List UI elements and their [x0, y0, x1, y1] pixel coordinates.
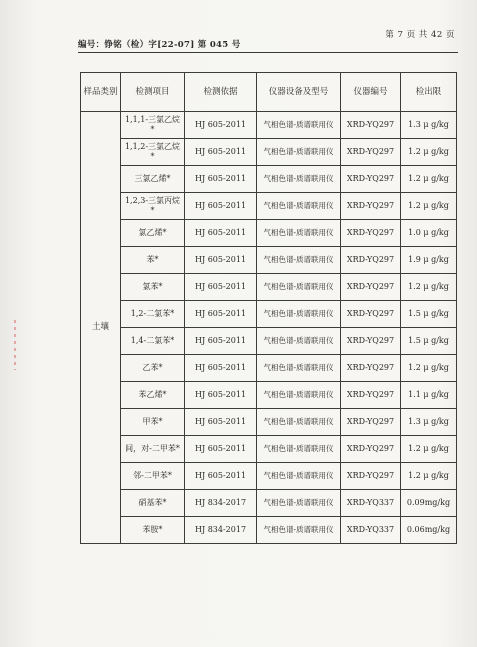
page-number: 第 7 页 共 42 页: [385, 30, 455, 40]
cell-basis: HJ 605-2011: [185, 193, 257, 220]
table-row: [81, 301, 457, 328]
cell-instrument: 气相色谱-质谱联用仪: [257, 382, 341, 409]
cell-instrument-id: XRD-YQ297: [341, 139, 401, 166]
table-row: [81, 193, 457, 220]
cell-limit: 1.2 μ g/kg: [401, 355, 457, 382]
table-row: [81, 490, 457, 517]
cell-instrument-id: XRD-YQ297: [341, 355, 401, 382]
cell-limit: 1.5 μ g/kg: [401, 301, 457, 328]
table-row: [81, 517, 457, 544]
cell-instrument: 气相色谱-质谱联用仪: [257, 517, 341, 544]
cell-limit: 1.2 μ g/kg: [401, 463, 457, 490]
cell-instrument: 气相色谱-质谱联用仪: [257, 436, 341, 463]
col-header-item: 检测项目: [121, 73, 185, 112]
cell-limit: 0.09mg/kg: [401, 490, 457, 517]
col-header-category: 样品类别: [81, 73, 121, 112]
table-row: [81, 409, 457, 436]
document-number: 编号：铮铭（检）字[22-07] 第 045 号: [78, 40, 241, 50]
table-row: [81, 274, 457, 301]
cell-limit: 1.0 μ g/kg: [401, 220, 457, 247]
cell-item: 苯胺*: [121, 517, 185, 544]
col-header-limit: 检出限: [401, 73, 457, 112]
cell-instrument-id: XRD-YQ337: [341, 490, 401, 517]
cell-basis: HJ 605-2011: [185, 382, 257, 409]
cell-item: 间，对-二甲苯*: [121, 436, 185, 463]
cell-basis: HJ 605-2011: [185, 301, 257, 328]
cell-instrument: 气相色谱-质谱联用仪: [257, 355, 341, 382]
sample-category-cell: 土壤: [81, 112, 121, 544]
cell-item: 氯苯*: [121, 274, 185, 301]
cell-limit: 1.2 μ g/kg: [401, 193, 457, 220]
cell-instrument-id: XRD-YQ297: [341, 112, 401, 139]
table-row: [81, 139, 457, 166]
cell-basis: HJ 834-2017: [185, 490, 257, 517]
table-row: [81, 382, 457, 409]
table-row: [81, 463, 457, 490]
cell-limit: 1.2 μ g/kg: [401, 166, 457, 193]
cell-instrument-id: XRD-YQ297: [341, 463, 401, 490]
cell-basis: HJ 605-2011: [185, 328, 257, 355]
cell-basis: HJ 605-2011: [185, 463, 257, 490]
cell-basis: HJ 605-2011: [185, 247, 257, 274]
cell-limit: 1.9 μ g/kg: [401, 247, 457, 274]
col-header-instrument: 仪器设备及型号: [257, 73, 341, 112]
cell-instrument: 气相色谱-质谱联用仪: [257, 247, 341, 274]
cell-item: 甲苯*: [121, 409, 185, 436]
cell-basis: HJ 605-2011: [185, 355, 257, 382]
cell-instrument: 气相色谱-质谱联用仪: [257, 328, 341, 355]
cell-basis: HJ 834-2017: [185, 517, 257, 544]
cell-item: 苯乙烯*: [121, 382, 185, 409]
table-body: [81, 112, 457, 544]
cell-basis: HJ 605-2011: [185, 274, 257, 301]
cell-item: 苯*: [121, 247, 185, 274]
cell-limit: 1.2 μ g/kg: [401, 274, 457, 301]
cell-limit: 1.2 μ g/kg: [401, 139, 457, 166]
cell-basis: HJ 605-2011: [185, 220, 257, 247]
cell-instrument: 气相色谱-质谱联用仪: [257, 193, 341, 220]
cell-basis: HJ 605-2011: [185, 166, 257, 193]
cell-limit: 1.3 μ g/kg: [401, 112, 457, 139]
table-row: [81, 247, 457, 274]
table-row: [81, 436, 457, 463]
cell-limit: 0.06mg/kg: [401, 517, 457, 544]
cell-basis: HJ 605-2011: [185, 139, 257, 166]
cell-item: 三氯乙烯*: [121, 166, 185, 193]
cell-limit: 1.1 μ g/kg: [401, 382, 457, 409]
cell-basis: HJ 605-2011: [185, 409, 257, 436]
cell-instrument: 气相色谱-质谱联用仪: [257, 409, 341, 436]
cell-item: 1,1,2-三氯乙烷*: [121, 139, 185, 166]
table-row: [81, 166, 457, 193]
cell-instrument: 气相色谱-质谱联用仪: [257, 220, 341, 247]
cell-limit: 1.3 μ g/kg: [401, 409, 457, 436]
cell-item: 1,2-二氯苯*: [121, 301, 185, 328]
col-header-basis: 检测依据: [185, 73, 257, 112]
detection-table: [80, 72, 457, 544]
cell-instrument: 气相色谱-质谱联用仪: [257, 112, 341, 139]
table-row: [81, 328, 457, 355]
cell-instrument: 气相色谱-质谱联用仪: [257, 463, 341, 490]
cell-basis: HJ 605-2011: [185, 112, 257, 139]
cell-instrument-id: XRD-YQ297: [341, 301, 401, 328]
cell-instrument-id: XRD-YQ297: [341, 274, 401, 301]
cell-instrument-id: XRD-YQ297: [341, 166, 401, 193]
cell-limit: 1.2 μ g/kg: [401, 436, 457, 463]
cell-item: 1,1,1-三氯乙烷*: [121, 112, 185, 139]
cell-instrument-id: XRD-YQ297: [341, 247, 401, 274]
cell-instrument: 气相色谱-质谱联用仪: [257, 490, 341, 517]
cell-basis: HJ 605-2011: [185, 436, 257, 463]
cell-item: 1,4-二氯苯*: [121, 328, 185, 355]
table-header-row: [81, 73, 457, 112]
cell-instrument-id: XRD-YQ297: [341, 409, 401, 436]
cell-instrument: 气相色谱-质谱联用仪: [257, 139, 341, 166]
cell-instrument-id: XRD-YQ297: [341, 436, 401, 463]
cell-item: 硝基苯*: [121, 490, 185, 517]
cell-instrument-id: XRD-YQ297: [341, 382, 401, 409]
table-row: [81, 220, 457, 247]
cell-item: 1,2,3-三氯丙烷*: [121, 193, 185, 220]
cell-instrument-id: XRD-YQ297: [341, 220, 401, 247]
cell-instrument-id: XRD-YQ297: [341, 328, 401, 355]
col-header-instrument-id: 仪器编号: [341, 73, 401, 112]
cell-limit: 1.5 μ g/kg: [401, 328, 457, 355]
cell-instrument-id: XRD-YQ297: [341, 193, 401, 220]
cell-item: 氯乙烯*: [121, 220, 185, 247]
header-rule: [78, 52, 458, 53]
table-row: [81, 112, 457, 139]
cell-instrument-id: XRD-YQ337: [341, 517, 401, 544]
cell-instrument: 气相色谱-质谱联用仪: [257, 274, 341, 301]
cell-item: 乙苯*: [121, 355, 185, 382]
cell-instrument: 气相色谱-质谱联用仪: [257, 301, 341, 328]
cell-instrument: 气相色谱-质谱联用仪: [257, 166, 341, 193]
margin-stamp-mark: [14, 320, 16, 370]
cell-item: 邻-二甲苯*: [121, 463, 185, 490]
table-row: [81, 355, 457, 382]
